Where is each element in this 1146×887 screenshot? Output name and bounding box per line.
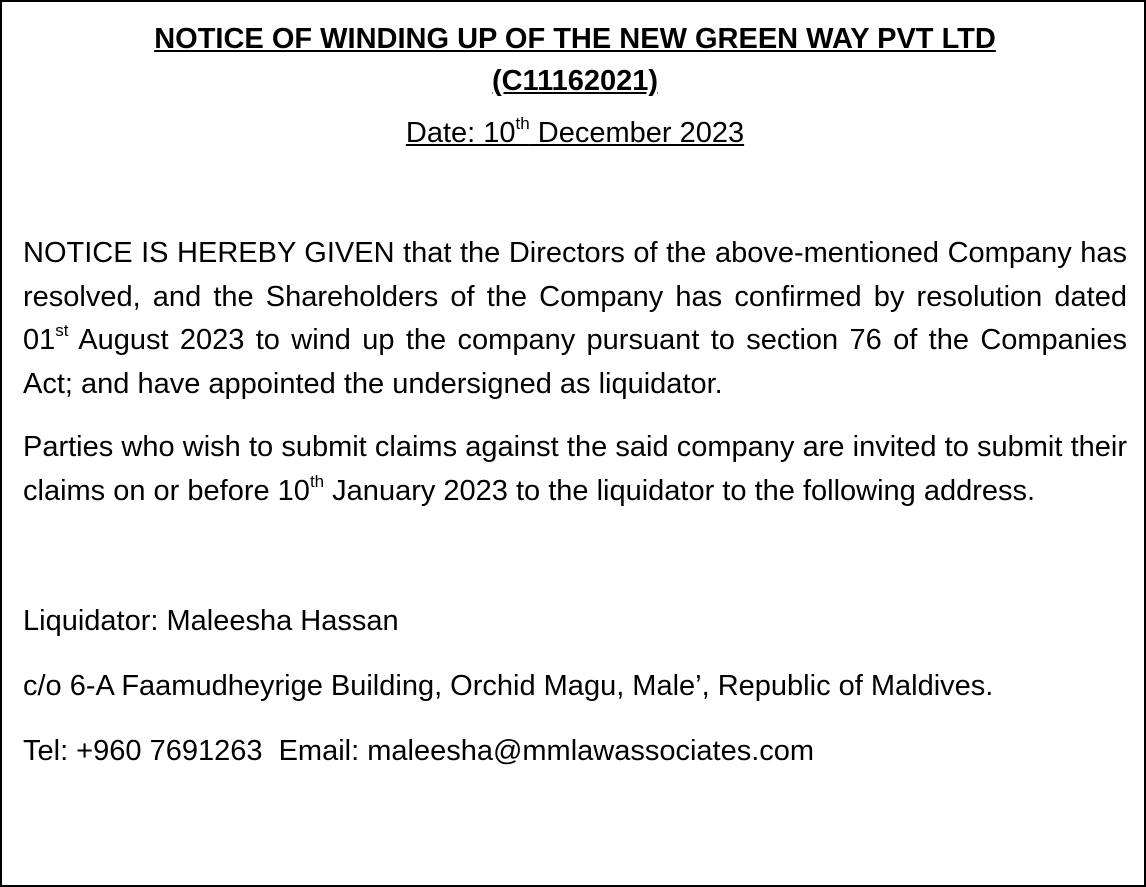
contact-email: Email: maleesha@mmlawassociates.com: [278, 735, 815, 767]
notice-date: [23, 113, 1127, 153]
liquidator-address: c/o 6-A Faamudheyrige Building, Orchid Magu, Male’, Republic of Maldives.: [23, 670, 994, 702]
paragraph-2-sup: th: [309, 471, 325, 491]
contact-line: [23, 731, 1127, 771]
paragraph-1-sup: st: [55, 321, 69, 340]
notice-paragraph-1: [23, 232, 1127, 406]
notice-title-line1: NOTICE OF WINDING UP OF THE NEW GREEN WAY PVT LTD: [154, 23, 996, 55]
notice-date-prefix: Date: 10: [405, 117, 516, 149]
paragraph-2-part1: Parties who wish to submit claims against the said company are invited to submit their claims on or before 10: [23, 431, 1127, 507]
paragraph-1-part2: August 2023 to wind up the company pursuant to section 76 of the Companies Act; and have appointed the undersigned as liquidator.: [23, 324, 1127, 400]
paragraph-2-part2: January 2023 to the liquidator to the following address.: [324, 474, 1036, 507]
notice-date-sup: th: [515, 114, 530, 133]
notice-date-text: [405, 114, 745, 149]
paragraph-1-part1: NOTICE IS HEREBY GIVEN that the Directors of the above-mentioned Company has resolved, and the Shareholders of the Company has confirmed by resolution dated 01: [23, 237, 1127, 356]
notice-paragraph-2: [23, 426, 1127, 513]
contact-tel: Tel: +960 7691263: [23, 735, 263, 767]
notice-date-suffix: December 2023: [529, 117, 745, 149]
liquidator-name: Liquidator: Maleesha Hassan: [23, 605, 399, 637]
notice-title-line2: (C11162021): [491, 65, 659, 97]
notice-title: [23, 2, 1127, 102]
